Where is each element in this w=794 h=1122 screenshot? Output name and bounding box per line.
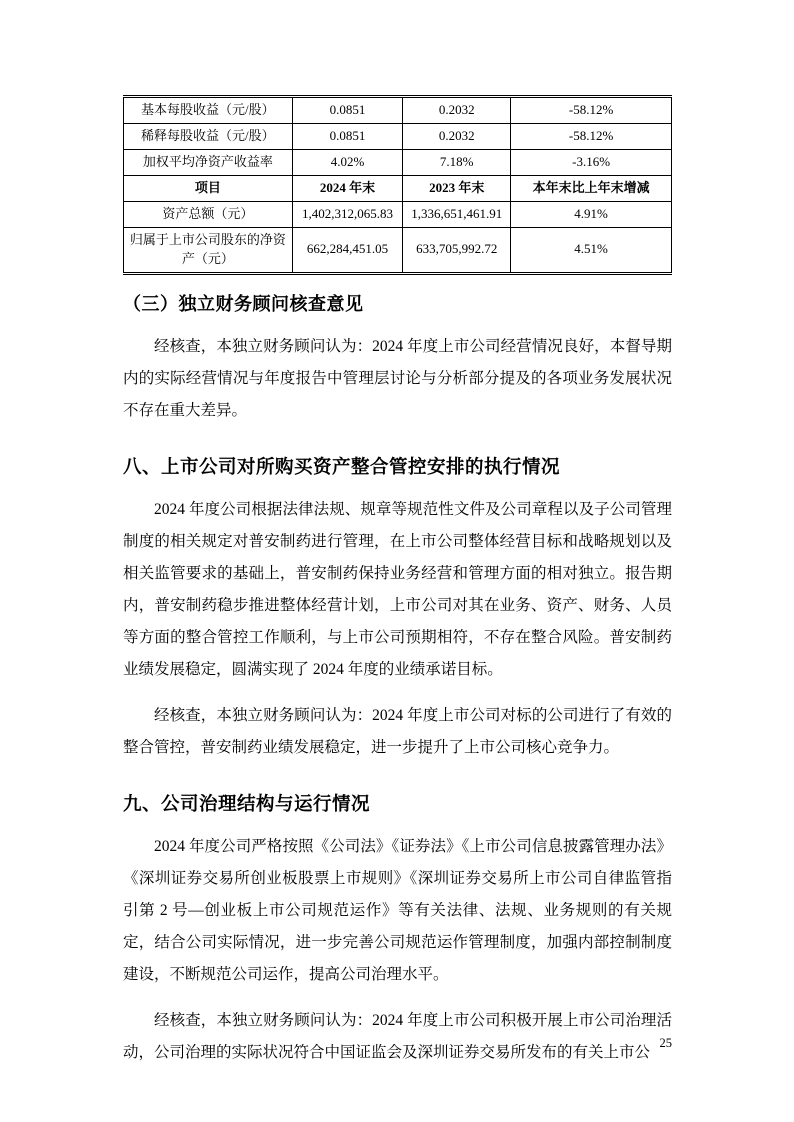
table-cell: 归属于上市公司股东的净资产（元）	[124, 228, 293, 274]
section-nine-paragraph-2: 经核查，本独立财务顾问认为：2024 年度上市公司积极开展上市公司治理活动，公司治理的实际状况符合中国证监会及深圳证券交易所发布的有关上市公	[123, 1011, 672, 1061]
table-cell: 0.0851	[292, 97, 403, 124]
table-cell: 4.51%	[511, 228, 672, 274]
table-row	[124, 150, 672, 176]
section-three-heading: （三）独立财务顾问核查意见	[123, 293, 364, 314]
table-cell: 资产总额（元）	[124, 202, 293, 228]
table-cell: 0.2032	[403, 124, 511, 150]
table-header-cell: 项目	[124, 176, 293, 202]
table-cell: -58.12%	[511, 97, 672, 124]
table-cell: 7.18%	[403, 150, 511, 176]
table-header-cell: 2023 年末	[403, 176, 511, 202]
table-header-cell: 本年末比上年末增减	[511, 176, 672, 202]
table-cell: -58.12%	[511, 124, 672, 150]
table-cell: 662,284,451.05	[292, 228, 403, 274]
table-cell: 0.0851	[292, 124, 403, 150]
table-cell: 稀释每股收益（元/股）	[124, 124, 293, 150]
financial-indicators-table	[123, 95, 672, 275]
section-eight-heading: 八、上市公司对所购买资产整合管控安排的执行情况	[123, 455, 561, 477]
table-cell: 633,705,992.72	[403, 228, 511, 274]
table-cell: 4.91%	[511, 202, 672, 228]
table-row	[124, 228, 672, 274]
table-cell: 加权平均净资产收益率	[124, 150, 293, 176]
table-row	[124, 97, 672, 124]
section-nine-paragraph-1: 2024 年度公司严格按照《公司法》《证券法》《上市公司信息披露管理办法》《深圳证券交易所创业板股票上市规则》《深圳证券交易所上市公司自律监管指引第 2 号—创业板上市公司规范运作》等有关法律、法规、业务规则的有关规定，结合公司实际情况，进一步完善公司规范运作管理制度，加强内部控制制度建设，不断规范公司运作，提高公司治理水平。	[123, 837, 672, 983]
page-number: 25	[659, 1036, 672, 1050]
section-three-paragraph: 经核查，本独立财务顾问认为：2024 年度上市公司经营情况良好，本督导期内的实际经营情况与年度报告中管理层讨论与分析部分提及的各项业务发展状况不存在重大差异。	[123, 337, 672, 419]
table-cell: 1,336,651,461.91	[403, 202, 511, 228]
table-cell: -3.16%	[511, 150, 672, 176]
table-header-cell: 2024 年末	[292, 176, 403, 202]
section-nine-heading: 九、公司治理结构与运行情况	[123, 792, 371, 814]
table-cell: 4.02%	[292, 150, 403, 176]
section-eight-paragraph-2: 经核查，本独立财务顾问认为：2024 年度上市公司对标的公司进行了有效的整合管控，普安制药业绩发展稳定，进一步提升了上市公司核心竞争力。	[123, 706, 672, 756]
table-cell: 1,402,312,065.83	[292, 202, 403, 228]
table-header-row	[124, 176, 672, 202]
table-row	[124, 124, 672, 150]
table-cell: 0.2032	[403, 97, 511, 124]
section-eight-paragraph-1: 2024 年度公司根据法律法规、规章等规范性文件及公司章程以及子公司管理制度的相关规定对普安制药进行管理，在上市公司整体经营目标和战略规划以及相关监管要求的基础上，普安制药保持业务经营和管理方面的相对独立。报告期内，普安制药稳步推进整体经营计划，上市公司对其在业务、资产、财务、人员等方面的整合管控工作顺利，与上市公司预期相符，不存在整合风险。普安制药业绩发展稳定，圆满实现了 2024 年度的业绩承诺目标。	[123, 500, 672, 678]
table-cell: 基本每股收益（元/股）	[124, 97, 293, 124]
table-row	[124, 202, 672, 228]
